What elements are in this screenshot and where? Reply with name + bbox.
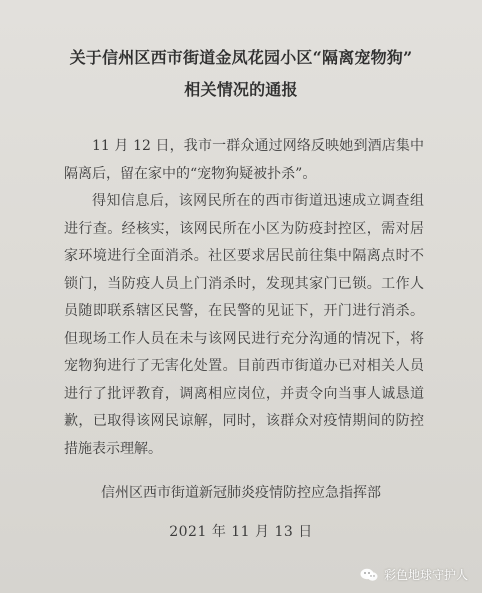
document-title-line-2: 相关情况的通报 xyxy=(184,80,298,99)
issuer-signature: 信州区西市街道新冠肺炎疫情防控应急指挥部 xyxy=(101,485,381,501)
source-watermark xyxy=(360,566,468,583)
paragraph-2: 得知信息后，该网民所在的西市街道迅速成立调查组进行查。经核实，该网民所在小区为防疫封控区，需对居家环境进行全面消杀。社区要求居民前往集中隔离点时不锁门，当防疫人员上门消杀时，发现其家门已锁。工作人员随即联系辖区民警，在民警的见证下，开门进行消杀。但现场工作人员在未与该网民进行充分沟通的情况下，将宠物狗进行了无害化处置。目前西市街道办已对相关人员进行了批评教育，调离相应岗位，并责令向当事人诚恳道歉，已取得该网民谅解，同时，该群众对疫情期间的防控措施表示理解。 xyxy=(64,193,424,457)
document-body xyxy=(64,133,424,463)
wechat-icon xyxy=(360,568,378,582)
watermark-text: 彩色地球守护人 xyxy=(383,568,468,582)
issue-date: 2021 年 11 月 13 日 xyxy=(169,524,313,540)
document-title-line-1: 关于信州区西市街道金凤花园小区“隔离宠物狗” xyxy=(69,48,413,67)
paragraph-1: 11 月 12 日，我市一群众通过网络反映她到酒店集中隔离后，留在家中的“宠物狗疑被扑杀”。 xyxy=(64,138,424,182)
